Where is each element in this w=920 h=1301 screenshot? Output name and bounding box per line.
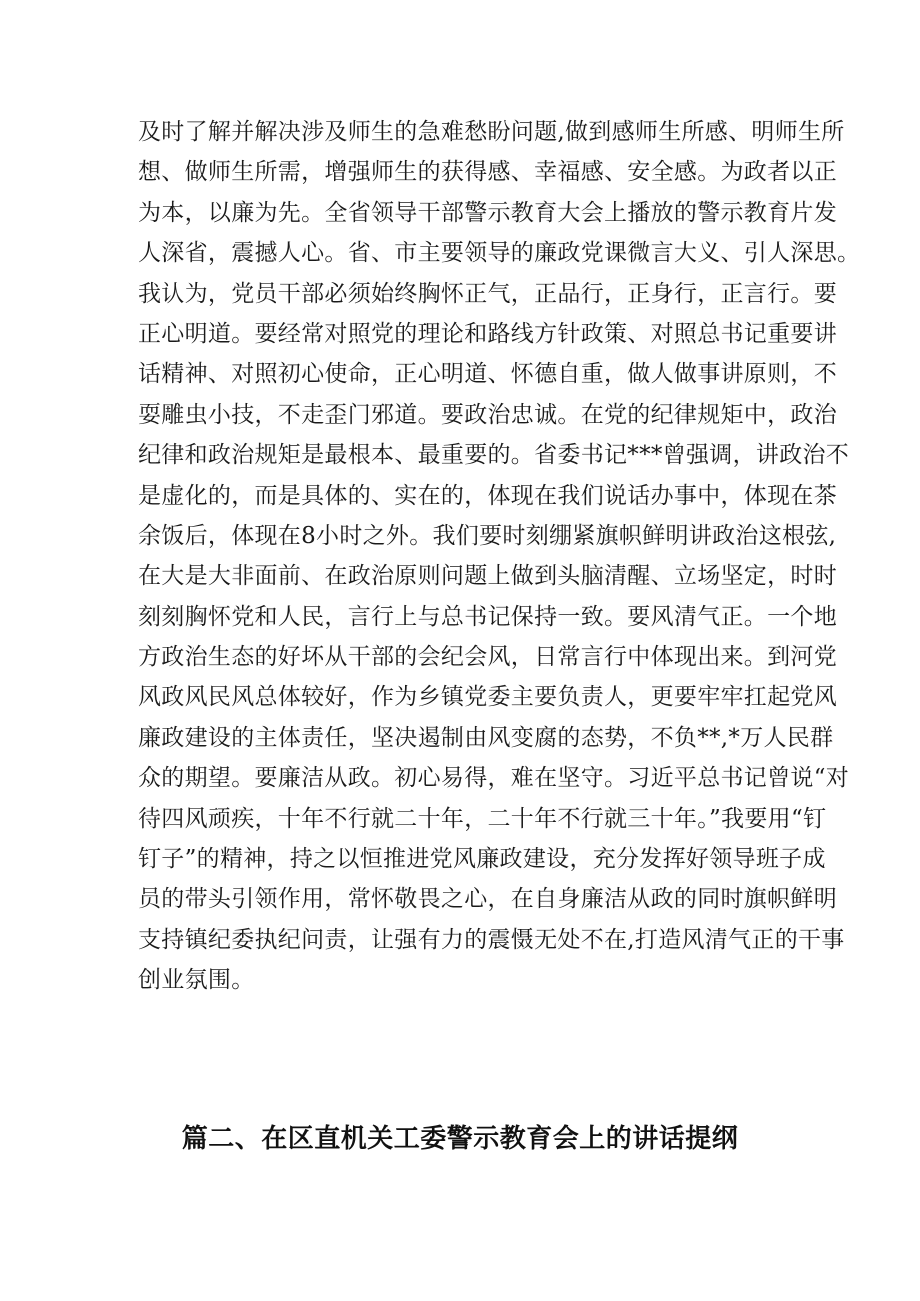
section-heading: 篇二、在区直机关工委警示教育会上的讲话提纲 [181, 1124, 739, 1154]
text-line: 及时了解并解决涉及师生的急难愁盼问题,做到感师生所感、明师生所 [138, 119, 845, 145]
text-line: 廉政建设的主体责任，坚决遏制由风变腐的态势，不负**,*万人民群 [138, 724, 834, 751]
text-line: 想、做师生所需，增强师生的获得感、幸福感、安全感。为政者以正 [138, 159, 837, 186]
text-line: 风政风民风总体较好，作为乡镇党委主要负责人，更要牢牢扛起党风 [138, 684, 837, 711]
text-line: 创业氛围。 [138, 967, 255, 994]
text-line: 方政治生态的好坏从干部的会纪会风，日常言行中体现出来。到河党 [138, 644, 837, 671]
text-line: 众的期望。要廉洁从政。初心易得，难在坚守。习近平总书记曾说“对 [138, 765, 850, 792]
text-line: 纪律和政治规矩是最根本、最重要的。省委书记***曾强调，讲政治不 [138, 442, 850, 469]
text-line: 刻刻胸怀党和人民，言行上与总书记保持一致。要风清气正。一个地 [138, 603, 837, 630]
text-line: 支持镇纪委执纪问责，让强有力的震慑无处不在,打造风清气正的干事 [138, 926, 845, 953]
text-line: 是虚化的，而是具体的、实在的，体现在我们说话办事中，体现在茶 [138, 482, 837, 509]
text-line: 为本，以廉为先。全省领导干部警示教育大会上播放的警示教育片发 [138, 199, 837, 226]
text-line: 话精神、对照初心使命，正心明道、怀德自重，做人做事讲原则，不 [138, 361, 837, 388]
text-line: 正心明道。要经常对照党的理论和路线方针政策、对照总书记重要讲 [138, 320, 837, 347]
text-line: 待四风顽疾，十年不行就二十年，二十年不行就三十年。”我要用“钉 [138, 805, 827, 832]
text-line: 我认为，党员干部必须始终胸怀正气，正品行，正身行，正言行。要 [138, 280, 837, 307]
text-line: 耍雕虫小技，不走歪门邪道。要政治忠诚。在党的纪律规矩中，政治 [138, 401, 837, 428]
text-line: 人深省，震撼人心。省、市主要领导的廉政党课微言大义、引人深思。 [138, 240, 861, 267]
body-paragraph [138, 112, 861, 1001]
text-line: 在大是大非面前、在政治原则问题上做到头脑清醒、立场坚定，时时 [138, 563, 837, 590]
text-line: 余饭后，体现在8小时之外。我们要时刻绷紧旗帜鲜明讲政治这根弦, [138, 522, 837, 549]
text-line: 钉子”的精神，持之以恒推进党风廉政建设，充分发挥好领导班子成 [138, 846, 826, 873]
text-line: 员的带头引领作用，常怀敬畏之心，在自身廉洁从政的同时旗帜鲜明 [138, 886, 837, 913]
